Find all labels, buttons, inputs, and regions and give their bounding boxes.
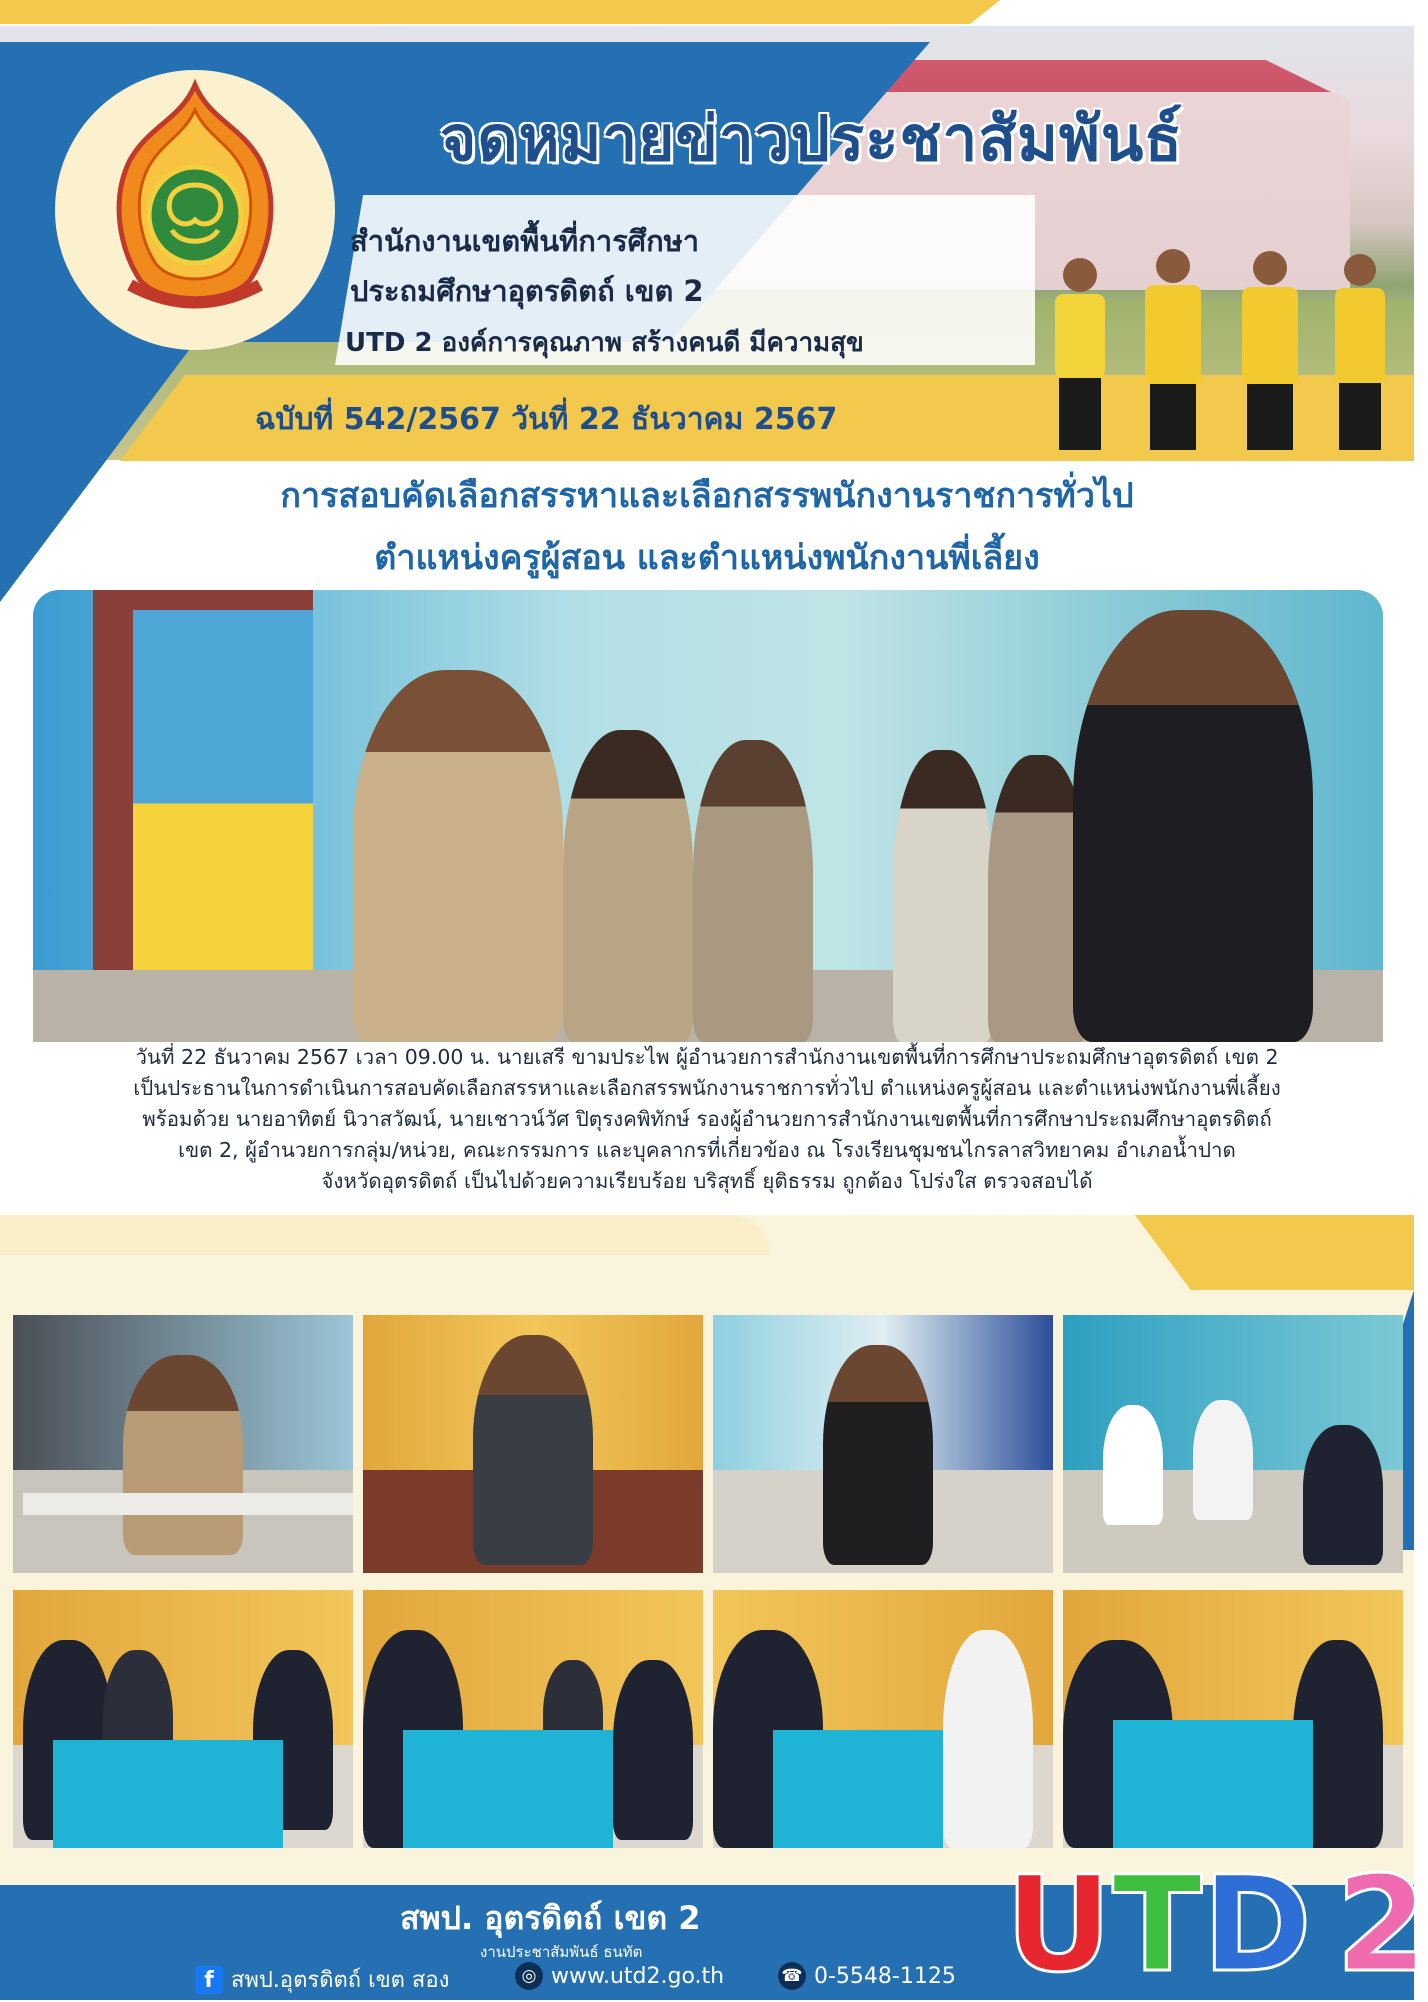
gallery-photo-7 (713, 1590, 1053, 1848)
body-line-5: จังหวัดอุตรดิตถ์ เป็นไปด้วยความเรียบร้อย บริสุทธิ์ ยุติธรรม ถูกต้อง โปร่งใส ตรวจสอบได้ (321, 1169, 1093, 1193)
gallery-photo-5 (13, 1590, 353, 1848)
news-body (40, 1042, 1374, 1197)
website-url: www.utd2.go.th (551, 1963, 725, 1989)
org-name-line-2: ประถมศึกษาอุตรดิตถ์ เขต 2 (350, 274, 704, 308)
phone-icon: ☎ (778, 1962, 806, 1990)
gallery-tab (0, 1215, 770, 1255)
gallery-photo-2 (363, 1315, 703, 1573)
footer-org-name: สพป. อุตรดิตถ์ เขต 2 (400, 1899, 701, 1937)
utd2-brand-logo (1005, 1850, 1428, 2000)
brand-letter-2: 2 (1335, 1848, 1428, 2002)
executive-figure-4 (1335, 254, 1385, 450)
person-6 (1073, 610, 1313, 1042)
newsletter-title: จดหมายข่าวประชาสัมพันธ์ (440, 102, 1184, 175)
footer-website-link[interactable] (515, 1962, 724, 1990)
main-event-photo (33, 590, 1383, 1042)
brand-letter-u: U (1005, 1848, 1113, 2002)
top-yellow-stripe (0, 0, 560, 24)
body-line-1: วันที่ 22 ธันวาคม 2567 เวลา 09.00 น. นายเสรี ขามประไพ ผู้อำนวยการสำนักงานเขตพื้นที่การศึกษาประถมศึกษาอุตรดิตถ์ เขต 2 (135, 1045, 1279, 1069)
footer-credit: งานประชาสัมพันธ์ ธนทัต (480, 1943, 643, 1961)
footer-phone (778, 1962, 956, 1990)
footer-facebook-link[interactable] (195, 1962, 449, 1997)
body-line-4: เขต 2, ผู้อำนวยการกลุ่ม/หน่วย, คณะกรรมการ และบุคลากรที่เกี่ยวข้อง ณ โรงเรียนชุมชนไกรลาสวิทยาคม อำเภอน้ำปาด (178, 1138, 1236, 1162)
org-slogan: UTD 2 องค์การคุณภาพ สร้างคนดี มีความสุข (345, 328, 864, 358)
person-director (353, 670, 563, 1042)
person-4 (893, 750, 993, 1042)
obec-emblem-icon (110, 80, 280, 310)
facebook-icon: f (195, 1966, 223, 1994)
gallery-photo-4 (1063, 1315, 1403, 1573)
person-3 (693, 740, 813, 1042)
headline-line-2: ตำแหน่งครูผู้สอน และตำแหน่งพนักงานพี่เลี้ยง (374, 538, 1040, 578)
executive-figure-2 (1145, 249, 1201, 450)
gallery-photo-6 (363, 1590, 703, 1848)
headline-line-1: การสอบคัดเลือกสรรหาและเลือกสรรพนักงานราชการทั่วไป (280, 476, 1134, 516)
brand-letter-d: D (1202, 1848, 1312, 2002)
brand-letter-t: T (1112, 1848, 1203, 2002)
issue-number-date: ฉบับที่ 542/2567 วันที่ 22 ธันวาคม 2567 (255, 402, 838, 437)
body-line-2: เป็นประธานในการดำเนินการสอบคัดเลือกสรรหาและเลือกสรรพนักงานราชการทั่วไป ตำแหน่งครูผู้สอน และตำแหน่งพนักงานพี่เลี้ยง (133, 1076, 1281, 1100)
org-name-line-1: สำนักงานเขตพื้นที่การศึกษา (350, 224, 700, 258)
top-yellow-stripe-2 (500, 0, 1000, 24)
gallery-photo-1 (13, 1315, 353, 1573)
gallery-photo-3 (713, 1315, 1053, 1573)
executive-figure-1 (1055, 258, 1105, 450)
executive-figure-3 (1242, 251, 1298, 450)
facebook-page-name: สพป.อุตรดิตถ์ เขต สอง (231, 1968, 450, 1993)
executives-photo (1025, 230, 1405, 455)
globe-icon: ◎ (515, 1962, 543, 1990)
phone-number: 0-5548-1125 (814, 1963, 956, 1989)
body-line-3: พร้อมด้วย นายอาทิตย์ นิวาสวัฒน์, นายเชาวน์วัศ ปิตุรงคพิทักษ์ รองผู้อำนวยการสำนักงานเขตพื้นที่การศึกษาประถมศึกษาอุตรดิตถ์ (142, 1107, 1272, 1131)
person-2 (563, 730, 693, 1042)
gallery-photo-8 (1063, 1590, 1403, 1848)
